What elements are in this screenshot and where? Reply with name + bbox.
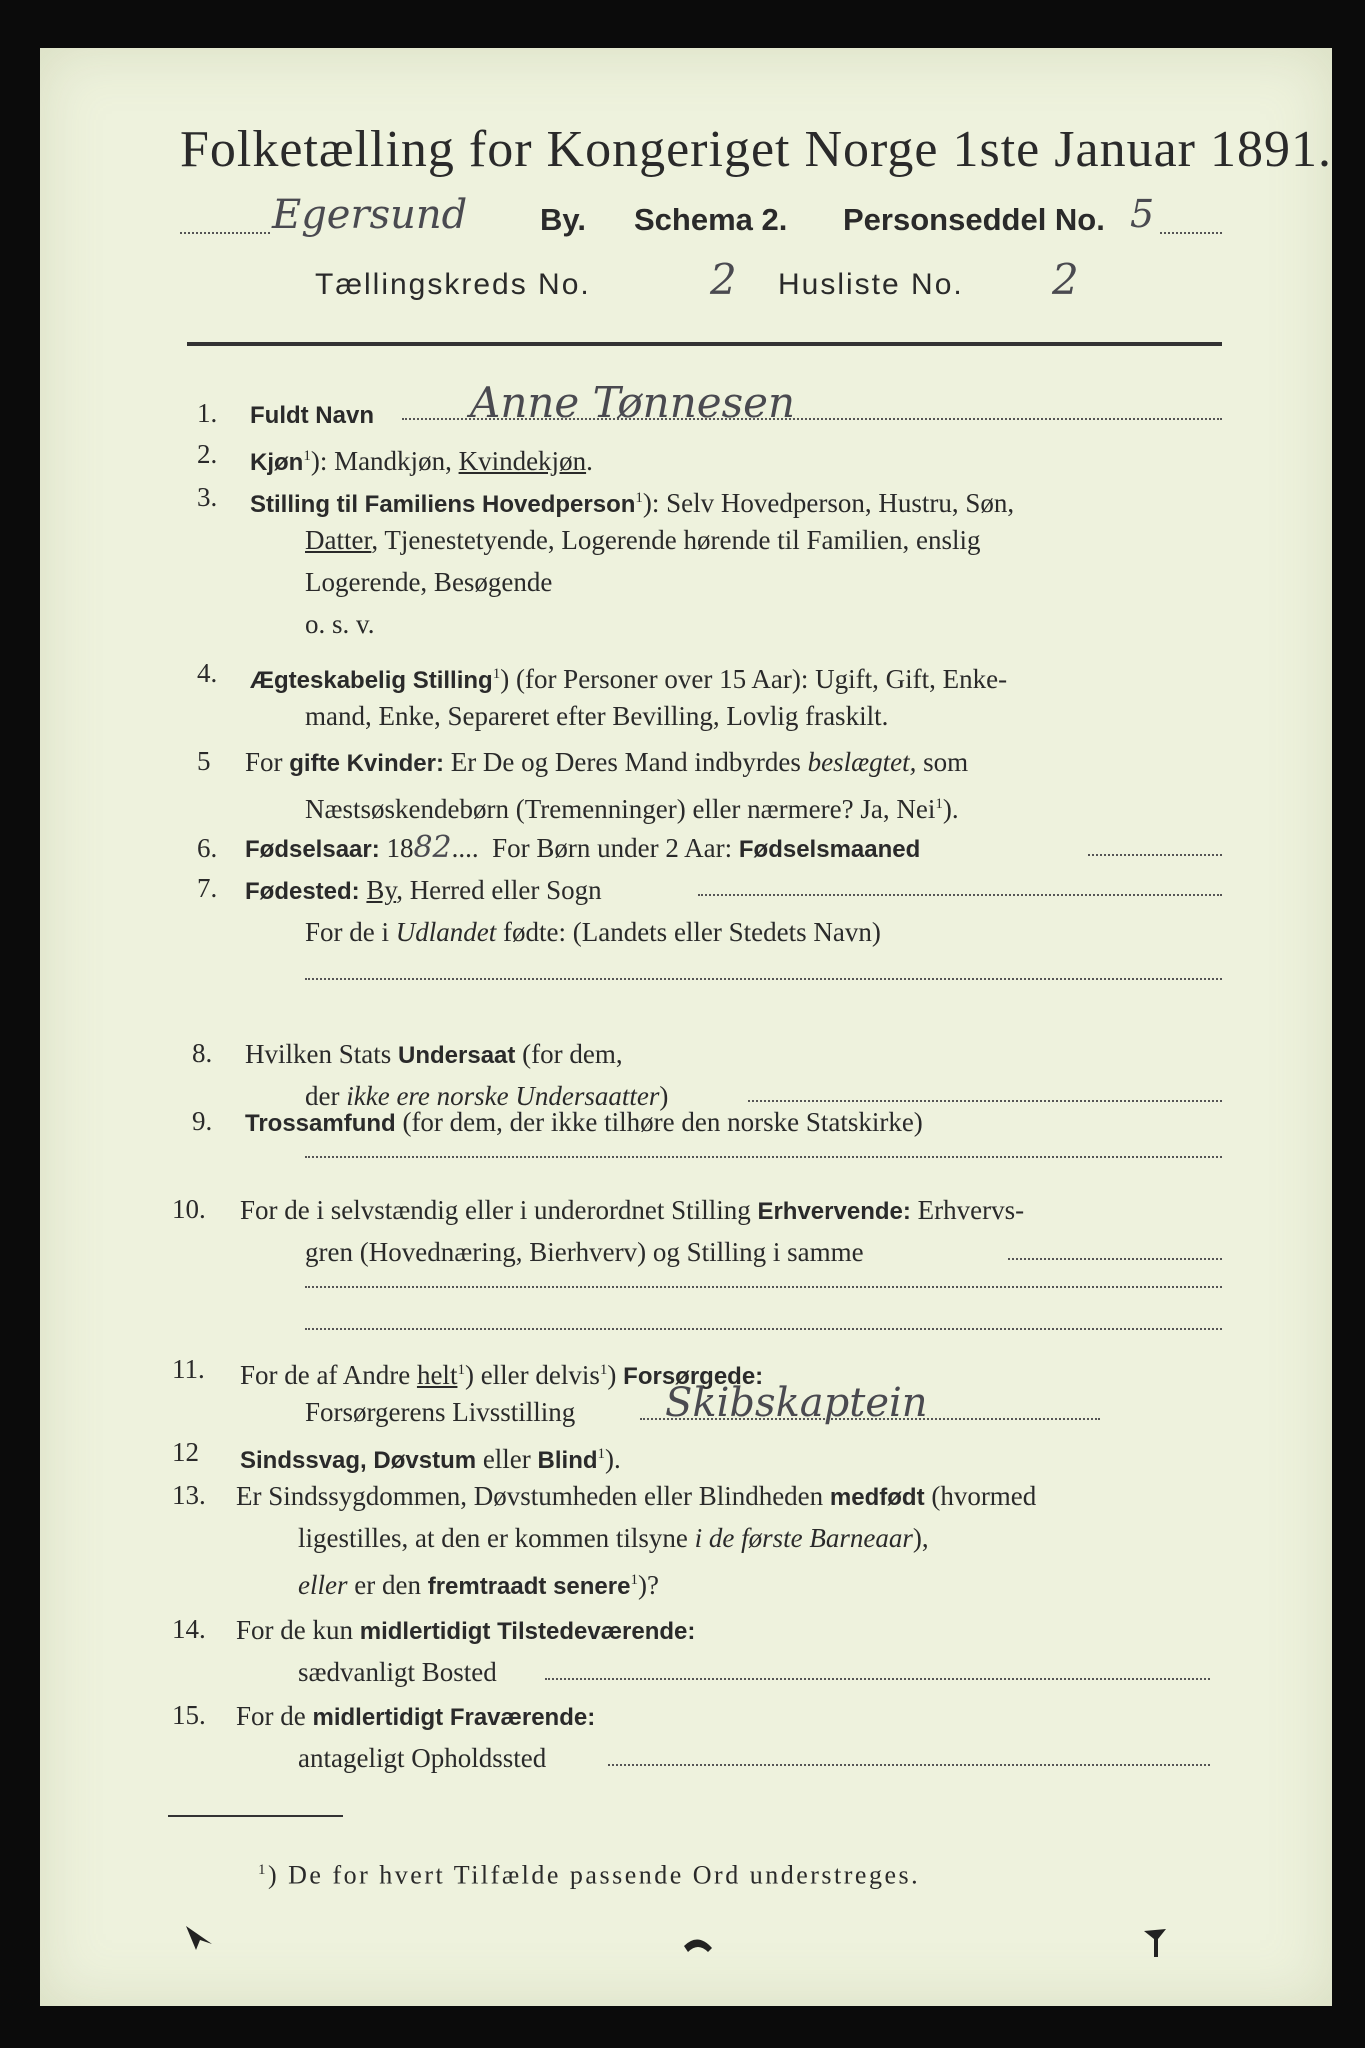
personseddel-label: Personseddel No.	[843, 202, 1105, 237]
town-handwritten: Egersund	[272, 192, 468, 238]
item-number: 3.	[197, 482, 218, 512]
religion-line: Trossamfund (for dem, der ikke tilhøre den norske Statskirke)	[245, 1107, 923, 1137]
family-position-line4: o. s. v.	[305, 609, 375, 639]
footnote: $^1$) De for hvert Tilfælde passende Ord understreges.	[258, 1860, 921, 1890]
personseddel-number: 5	[1130, 192, 1155, 236]
taellingskreds-number: 2	[710, 255, 737, 304]
dotted-line	[305, 1156, 1222, 1158]
birth-year-line: Fødselsaar: 1882.... For Børn under 2 Aar: Fødselsmaaned	[245, 830, 921, 865]
occupation-line2: gren (Hovednæring, Bierhverv) og Stilling i samme	[305, 1237, 864, 1267]
family-position-line3: Logerende, Besøgende	[305, 567, 553, 597]
birthplace-line2: For de i Udlandet fødte: (Landets eller Stedets Navn)	[305, 917, 881, 947]
birthplace-selected: By	[366, 875, 397, 905]
item-number: 14.	[172, 1614, 206, 1644]
married-women-line2: Næstsøskendebørn (Tremenninger) eller nærmere? Ja, Nei$^1$).	[305, 794, 959, 824]
item-number: 11.	[172, 1354, 205, 1384]
congenital-line3: eller er den fremtraadt senere$^1$)?	[298, 1570, 659, 1600]
husliste-label: Husliste No.	[778, 268, 964, 301]
married-women-line1: For gifte Kvinder: Er De og Deres Mand indbyrdes beslægtet, som	[245, 747, 969, 777]
gender-line: Kjøn$^1$): Mandkjøn, Kvindekjøn.	[250, 446, 593, 476]
full-name-label: Fuldt Navn	[250, 402, 374, 429]
taellingskreds-label: Tællingskreds No.	[315, 268, 591, 301]
full-name-value: Anne Tønnesen	[470, 378, 796, 427]
item-number: 6.	[197, 833, 218, 863]
birthplace-line1: Fødested: By, Herred eller Sogn	[245, 875, 602, 905]
item-number: 10.	[172, 1194, 206, 1224]
item-number: 8.	[192, 1038, 213, 1068]
dotted-line	[180, 232, 270, 234]
item-number: 9.	[192, 1106, 213, 1136]
item-number: 2.	[197, 439, 218, 469]
marital-line2: mand, Enke, Separeret efter Bevilling, Lovlig fraskilt.	[305, 701, 889, 731]
supported-line1: For de af Andre helt$^1$) eller delvis$^1$) Forsørgede:	[240, 1360, 764, 1390]
dotted-line	[305, 1328, 1222, 1330]
usual-residence-label: sædvanligt Bosted	[298, 1657, 497, 1687]
item-number: 12	[172, 1437, 199, 1467]
congenital-line2: ligestilles, at den er kommen tilsyne i de første Barneaar),	[298, 1523, 929, 1553]
dotted-line	[305, 1286, 1222, 1288]
dotted-line	[305, 978, 1222, 980]
item-number: 13.	[172, 1480, 206, 1510]
probable-residence-label: antageligt Opholdssted	[298, 1743, 547, 1773]
dotted-line	[545, 1678, 1210, 1680]
registration-mark	[680, 1928, 716, 1956]
occupation-line1: For de i selvstændig eller i underordnet Stilling Erhvervende: Erhvervs-	[240, 1195, 1025, 1225]
marital-line1: Ægteskabelig Stilling$^1$) (for Personer over 15 Aar): Ugift, Gift, Enke-	[250, 664, 1008, 694]
family-position-selected: Datter	[305, 525, 372, 555]
dotted-line	[608, 1764, 1210, 1766]
item-number: 7.	[197, 873, 218, 903]
header-divider	[187, 342, 1222, 346]
supporter-occupation-value: Skibskaptein	[665, 1380, 928, 1426]
schema-label: Schema 2.	[634, 202, 788, 237]
footnote-divider	[168, 1815, 343, 1817]
item-number: 5	[197, 746, 211, 776]
dotted-line	[1088, 854, 1222, 856]
citizenship-line2-text: der ikke ere norske Undersaatter)	[305, 1081, 669, 1111]
registration-mark	[1140, 1925, 1170, 1959]
registration-mark	[180, 1920, 216, 1952]
item-number: 4.	[197, 658, 218, 688]
supporter-occupation-label: Forsørgerens Livsstilling	[305, 1397, 576, 1427]
temporary-present-line1: For de kun midlertidigt Tilstedeværende:	[236, 1615, 696, 1645]
item-number: 1.	[197, 398, 218, 428]
by-label: By.	[540, 202, 586, 237]
item-number: 15.	[172, 1700, 206, 1730]
congenital-line1: Er Sindssygdommen, Døvstumheden eller Blindheden medfødt (hvormed	[236, 1481, 1037, 1511]
form-title: Folketælling for Kongeriget Norge 1ste Januar 1891.	[180, 121, 1332, 178]
disability-line: Sindssvag, Døvstum eller Blind$^1$).	[240, 1444, 621, 1474]
birth-year-value: 82	[413, 830, 452, 865]
dotted-line	[1008, 1258, 1222, 1260]
husliste-number: 2	[1052, 255, 1079, 304]
dotted-line	[1160, 232, 1222, 234]
citizenship-line1: Hvilken Stats Undersaat (for dem,	[245, 1039, 623, 1069]
supported-selected: helt	[416, 1360, 458, 1390]
family-position-line1: Stilling til Familiens Hovedperson$^1$): Selv Hovedperson, Hustru, Søn,	[250, 488, 1015, 518]
dotted-line	[698, 894, 1222, 896]
temporary-absent-line1: For de midlertidigt Fraværende:	[236, 1701, 596, 1731]
family-position-line2: Datter, Tjenestetyende, Logerende hørende til Familien, enslig	[305, 525, 981, 555]
gender-selected: Kvindekjøn	[458, 446, 587, 476]
